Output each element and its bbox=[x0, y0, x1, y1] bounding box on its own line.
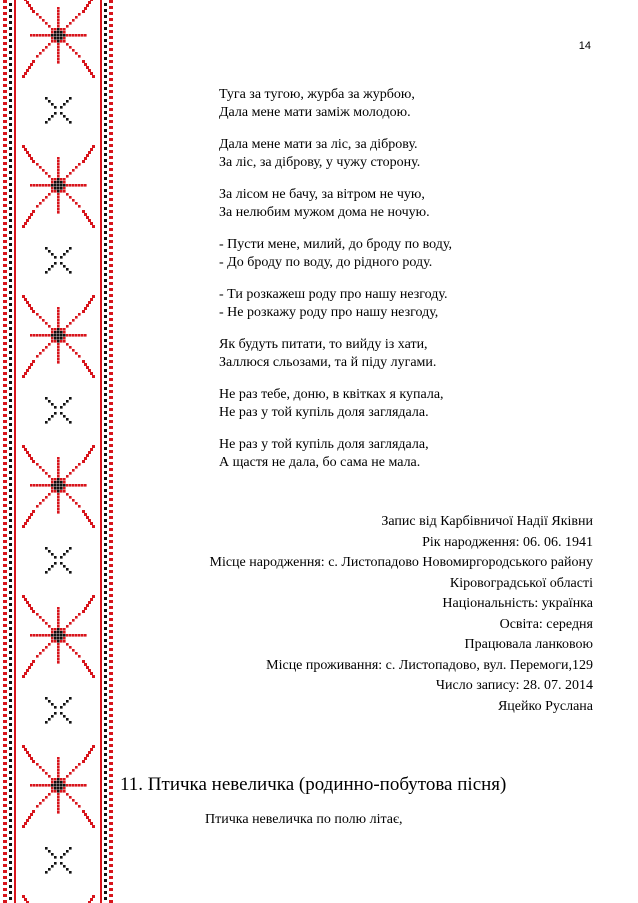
song-title: 11. Птичка невеличка (родинно-побутова пісня) bbox=[120, 774, 507, 795]
residence: Місце проживання: с. Листопадово, вул. Перемоги,129 bbox=[266, 657, 593, 673]
poem-line: - Не розкажу роду про нашу незгоду, bbox=[219, 305, 439, 320]
nationality: Національність: українка bbox=[442, 596, 593, 611]
stanza-7 bbox=[219, 386, 599, 422]
poem-line: - До броду по воду, до рідного роду. bbox=[219, 255, 433, 270]
poem-line: Дала мене мати за ліс, за діброву. bbox=[219, 137, 418, 152]
page-number: 14 bbox=[578, 40, 591, 52]
stanza-1 bbox=[219, 86, 599, 122]
poem-line: Не раз у той купіль доля заглядала, bbox=[219, 437, 429, 452]
stanza-4 bbox=[219, 236, 599, 272]
poem-line: Заллюся сльозами, та й піду лугами. bbox=[219, 355, 437, 370]
poem-line: За ліс, за діброву, у чужу сторону. bbox=[219, 155, 421, 170]
poem-line: За нелюбим мужом дома не ночую. bbox=[219, 205, 430, 220]
poem-line: - Пусти мене, милий, до броду по воду, bbox=[219, 237, 452, 252]
poem-line: - Ти розкажеш роду про нашу незгоду. bbox=[219, 287, 448, 302]
poem-line: Не раз тебе, доню, в квітках я купала, bbox=[219, 387, 444, 402]
stanza-8 bbox=[219, 436, 599, 472]
occupation: Працювала ланковою bbox=[464, 637, 593, 652]
poem-line: Не раз у той купіль доля заглядала. bbox=[219, 405, 429, 420]
record-info bbox=[113, 512, 593, 717]
poem-line: Як будуть питати, то вийду із хати, bbox=[219, 337, 428, 352]
birth-region: Кіровоградської області bbox=[449, 575, 593, 591]
stanza-3 bbox=[219, 186, 599, 222]
stanza-2 bbox=[219, 136, 599, 172]
birth-place: Місце народження: с. Листопадово Новомиргородського району bbox=[209, 555, 593, 570]
education: Освіта: середня bbox=[499, 616, 593, 632]
poem-line: А щастя не дала, бо сама не мала. bbox=[219, 455, 421, 470]
informant-name: Запис від Карбівничої Надії Яківни bbox=[381, 514, 593, 529]
birth-date: Рік народження: 06. 06. 1941 bbox=[422, 534, 593, 550]
poem-line: Туга за тугою, журба за журбою, bbox=[219, 87, 415, 102]
poem-line: Дала мене мати заміж молодою. bbox=[219, 105, 411, 120]
song-first-line: Птичка невеличка по полю літає, bbox=[205, 812, 403, 827]
poem bbox=[219, 86, 599, 486]
stanza-5 bbox=[219, 286, 599, 322]
recorder-name: Яцейко Руслана bbox=[497, 698, 593, 714]
poem-line: За лісом не бачу, за вітром не чую, bbox=[219, 187, 425, 202]
record-date: Число запису: 28. 07. 2014 bbox=[435, 678, 593, 693]
embroidery-border bbox=[2, 0, 114, 903]
embroidery-pattern-icon bbox=[2, 0, 114, 903]
stanza-6 bbox=[219, 336, 599, 372]
